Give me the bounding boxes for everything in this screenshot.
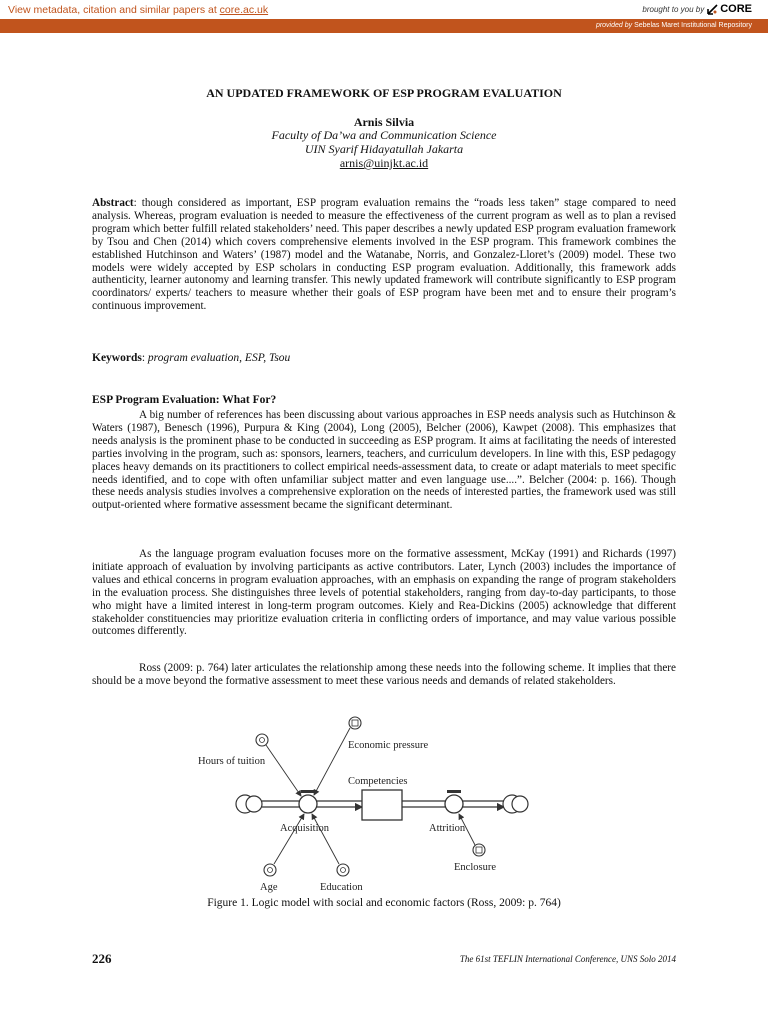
keywords-label: Keywords [92, 352, 142, 364]
abstract-label: Abstract [92, 197, 134, 209]
author-email[interactable] [0, 156, 768, 171]
core-logo[interactable] [707, 3, 752, 15]
core-metadata-text [8, 4, 268, 16]
label-education: Education [320, 882, 363, 893]
figure-caption: Figure 1. Logic model with social and economic factors (Ross, 2009: p. 764) [207, 897, 561, 909]
provided-by-label: provided by [595, 22, 633, 29]
competencies-stock [362, 790, 402, 820]
label-age: Age [260, 882, 278, 893]
label-acquisition: Acquisition [280, 823, 329, 834]
brought-to-you-label: brought to you by [642, 4, 705, 14]
label-competencies: Competencies [348, 776, 408, 787]
economic-converter-icon [349, 717, 361, 729]
label-hours-of-tuition: Hours of tuition [198, 756, 266, 767]
affiliation-university: UIN Syarif Hidayatullah Jakarta [304, 142, 464, 156]
label-enclosure: Enclosure [454, 862, 496, 873]
logic-model-figure [198, 714, 550, 896]
conference-footer: The 61st TEFLIN International Conference, UNS Solo 2014 [459, 954, 676, 964]
acquisition-valve-icon [299, 790, 317, 813]
label-attrition: Attrition [429, 823, 466, 834]
abstract-text: : though considered as important, ESP program evaluation remains the “roads less taken” stage compared to need analysis. Whereas, program evaluation is needed to measure the effectiveness of the current program as well as to plan a revised program which better fulfill related stakeholders’ need. This paper describes a newly updated ESP program evaluation framework by Tsou and Chen (2014) which covers comprehensive elements involved in the ESP program. This framework combines the established Hutchinson and Waters’ (1987) model and the Watanabe, Norris, and Gonzalez-Lloret’s (2009) model. These two models were widely accepted by ESP scholars in conducting ESP program evaluation. Additionally, this framework adds authenticity, learner autonomy and learning transfer. This newly updated framework will contribute significantly to ESP program coordinators/ experts/ teachers to measure whether their goals of ESP program have been met and to ensure their program’s continuous improvement. [92, 197, 676, 313]
email-link[interactable]: arnis@uinjkt.ac.id [339, 156, 429, 170]
label-economic-pressure: Economic pressure [348, 740, 429, 751]
core-link[interactable]: core.ac.uk [219, 4, 269, 16]
abstract [92, 197, 676, 313]
core-logo-icon [707, 4, 718, 15]
keywords-text: program evaluation, ESP, Tsou [147, 352, 291, 364]
affiliation-faculty: Faculty of Da’wa and Communication Science [271, 128, 497, 142]
paper-title: AN UPDATED FRAMEWORK OF ESP PROGRAM EVALUATION [206, 86, 562, 100]
provider-bar [0, 21, 768, 33]
body-paragraph-1: A big number of references has been discussing about various approaches in ESP needs analysis such as Hutchinson & Waters (1987), Benesch (1996), Purpura & King (2004), Long (2005), Belcher (2006), Kawpet (2008). This emphasizes that needs analysis is the prominent phase to be conducted in succeeding as ESP program. It aims at facilitating the needs of interested parties involving in the program, such as: sponsors, learners, teachers, and curriculum developers. In line with this, ESP pedagogy places heavy demands on its practitioners to collect empirical needs-assessment data, to create or adapt materials to meet specific needs identified, and to cope with often unfamiliar subject matter and even language use....”. Belcher (2004: p. 166). Though these needs analysis studies involves a comprehensive exploration on the needs of interested parties, the framework used was still output-oriented where formative assessment became the significant determinant. [92, 409, 676, 512]
attrition-valve-icon [445, 790, 463, 813]
repository-name: Sebelas Maret Institutional Repository [634, 22, 752, 29]
author-name: Arnis Silvia [353, 115, 415, 129]
hours-converter-icon [256, 734, 268, 746]
enclosure-converter-icon [473, 844, 485, 856]
source-cloud-icon [236, 795, 262, 813]
core-banner [0, 0, 768, 21]
body-paragraph-2: As the language program evaluation focuses more on the formative assessment, McKay (1991) and Richards (1997) initiate approach of evaluation by involving participants as active contributors. Later, Lynch (2003) includes the importance of values and ethical concerns in program evaluation approaches, with an emphasis on expanding the range of program stakeholders in the evaluation process. She distinguishes three levels of potential stakeholders, ranging from day-to-day participants, to those who might have a limited interest in long-term program outcomes. Kiely and Rea-Dickins (2005) acknowledge that different stakeholder constituencies may prioritize evaluation criteria in conflicting orders of importance, and may value various possible outcomes differently. [92, 548, 676, 638]
provider-text[interactable] [596, 22, 752, 29]
core-logo-text: CORE [720, 3, 752, 15]
core-brand[interactable] [642, 3, 752, 15]
core-metadata-label: View metadata, citation and similar papers at [8, 4, 220, 16]
education-converter-icon [337, 864, 349, 876]
age-converter-icon [264, 864, 276, 876]
body-paragraph-3: Ross (2009: p. 764) later articulates the relationship among these needs into the following scheme. It implies that there should be a move beyond the formative assessment to meet these various needs and demands of related stakeholders. [92, 662, 676, 687]
sink-cloud-icon [503, 795, 528, 813]
page-number: 226 [92, 951, 112, 966]
section-heading: ESP Program Evaluation: What For? [92, 394, 277, 406]
keywords: Keywords: program evaluation, ESP, Tsou [92, 352, 291, 364]
